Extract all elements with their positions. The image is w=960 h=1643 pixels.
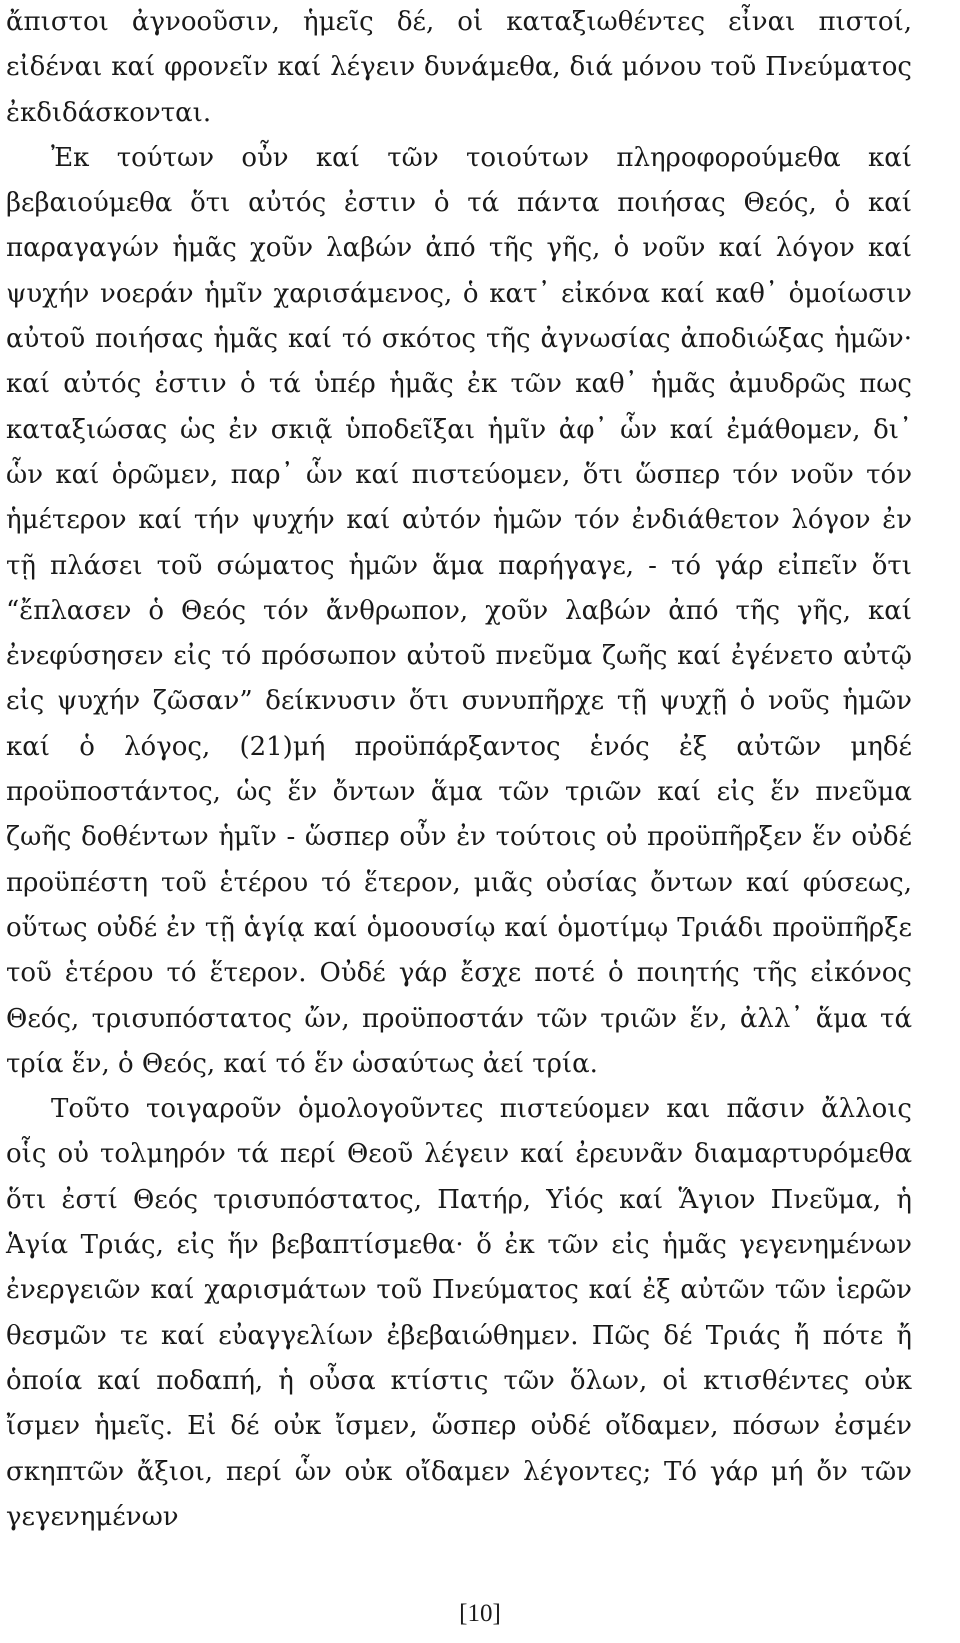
paragraph-continuation: ἄπιστοι ἀγνοοῦσιν, ἡμεῖς δέ, οἱ καταξιωθέντες εἶναι πιστοί, εἰδέναι καί φρονεῖν καί λέγειν δυνάμεθα, διά μόνου τοῦ Πνεύματος ἐκδιδάσκονται. (6, 7, 912, 128)
page-number: [10] (459, 1600, 501, 1627)
body-text (6, 0, 912, 1540)
paragraph: Ἐκ τούτων οὖν καί τῶν τοιούτων πληροφορούμεθα καί βεβαιούμεθα ὅτι αὐτός ἐστιν ὁ τά πάντα ποιήσας Θεός, ὁ καί παραγαγών ἡμᾶς χοῦν λαβών ἀπό τῆς γῆς, ὁ νοῦν καί λόγον καί ψυχήν νοεράν ἡμῖν χαρισάμενος, ὁ κατ᾽ εἰκόνα καί καθ᾽ ὁμοίωσιν αὐτοῦ ποιήσας ἡμᾶς καί τό σκότος τῆς ἀγνωσίας ἀποδιώξας ἡμῶν· καί αὐτός ἐστιν ὁ τά ὑπέρ ἡμᾶς ἐκ τῶν καθ᾽ ἡμᾶς ἀμυδρῶς πως καταξιώσας ὡς ἐν σκιᾷ ὑποδεῖξαι ἡμῖν ἀφ᾽ ὧν καί ἐμάθομεν, δι᾽ ὧν καί ὁρῶμεν, παρ᾽ ὧν καί πιστεύομεν, ὅτι ὥσπερ τόν νοῦν τόν ἡμέτερον καί τήν ψυχήν καί αὐτόν ἡμῶν τόν ἐνδιάθετον λόγον ἐν τῇ πλάσει τοῦ σώματος ἡμῶν ἅμα παρήγαγε, - τό γάρ εἰπεῖν ὅτι “ἔπλασεν ὁ Θεός τόν ἄνθρωπον, χοῦν λαβών ἀπό τῆς γῆς, καί ἐνεφύσησεν εἰς τό πρόσωπον αὐτοῦ πνεῦμα ζωῆς καί ἐγένετο αὐτῷ εἰς ψυχήν ζῶσαν” δείκνυσιν ὅτι συνυπῆρχε τῇ ψυχῇ ὁ νοῦς ἡμῶν καί ὁ λόγος, (21)μή προϋπάρξαντος ἑνός ἐξ αὐτῶν μηδέ προϋποστάντος, ὡς ἕν ὄντων ἅμα τῶν τριῶν καί εἰς ἕν πνεῦμα ζωῆς δοθέντων ἡμῖν - ὥσπερ οὖν ἐν τούτοις οὐ προϋπῆρξεν ἕν οὐδέ προϋπέστη τοῦ ἑτέρου τό ἕτερον, μιᾶς οὐσίας ὄντων καί φύσεως, οὕτως οὐδέ ἐν τῇ ἁγίᾳ καί ὁμοουσίῳ καί ὁμοτίμῳ Τριάδι προϋπῆρξε τοῦ ἑτέρου τό ἕτερον. Οὐδέ γάρ ἔσχε ποτέ ὁ ποιητής τῆς εἰκόνος Θεός, τρισυπόστατος ὤν, προϋποστάν τῶν τριῶν ἕν, ἀλλ᾽ ἅμα τά τρία ἕν, ὁ Θεός, καί τό ἕν ὡσαύτως ἀεί τρία. (6, 142, 912, 1079)
paragraph: Τοῦτο τοιγαροῦν ὁμολογοῦντες πιστεύομεν και πᾶσιν ἄλλοις οἷς οὐ τολμηρόν τά περί Θεοῦ λέγειν καί ἐρευνᾶν διαμαρτυρόμεθα ὅτι ἐστί Θεός τρισυπόστατος, Πατήρ, Υἱός καί Ἅγιον Πνεῦμα, ἡ Ἁγία Τριάς, εἰς ἥν βεβαπτίσμεθα· ὅ ἐκ τῶν εἰς ἡμᾶς γεγενημένων ἐνεργειῶν καί χαρισμάτων τοῦ Πνεύματος καί ἐξ αὐτῶν τῶν ἱερῶν θεσμῶν τε καί εὐαγγελίων ἐβεβαιώθημεν. Πῶς δέ Τριάς ἤ πότε ἤ ὁποία καί ποδαπή, ἡ οὖσα κτίστις τῶν ὅλων, οἱ κτισθέντες οὐκ ἴσμεν ἡμεῖς. Εἰ δέ οὐκ ἴσμεν, ὥσπερ οὐδέ οἴδαμεν, πόσων ἐσμέν σκηπτῶν ἄξιοι, περί ὧν οὐκ οἴδαμεν λέγοντες; Τό γάρ μή ὄν τῶν γεγενημένων (6, 1094, 912, 1532)
